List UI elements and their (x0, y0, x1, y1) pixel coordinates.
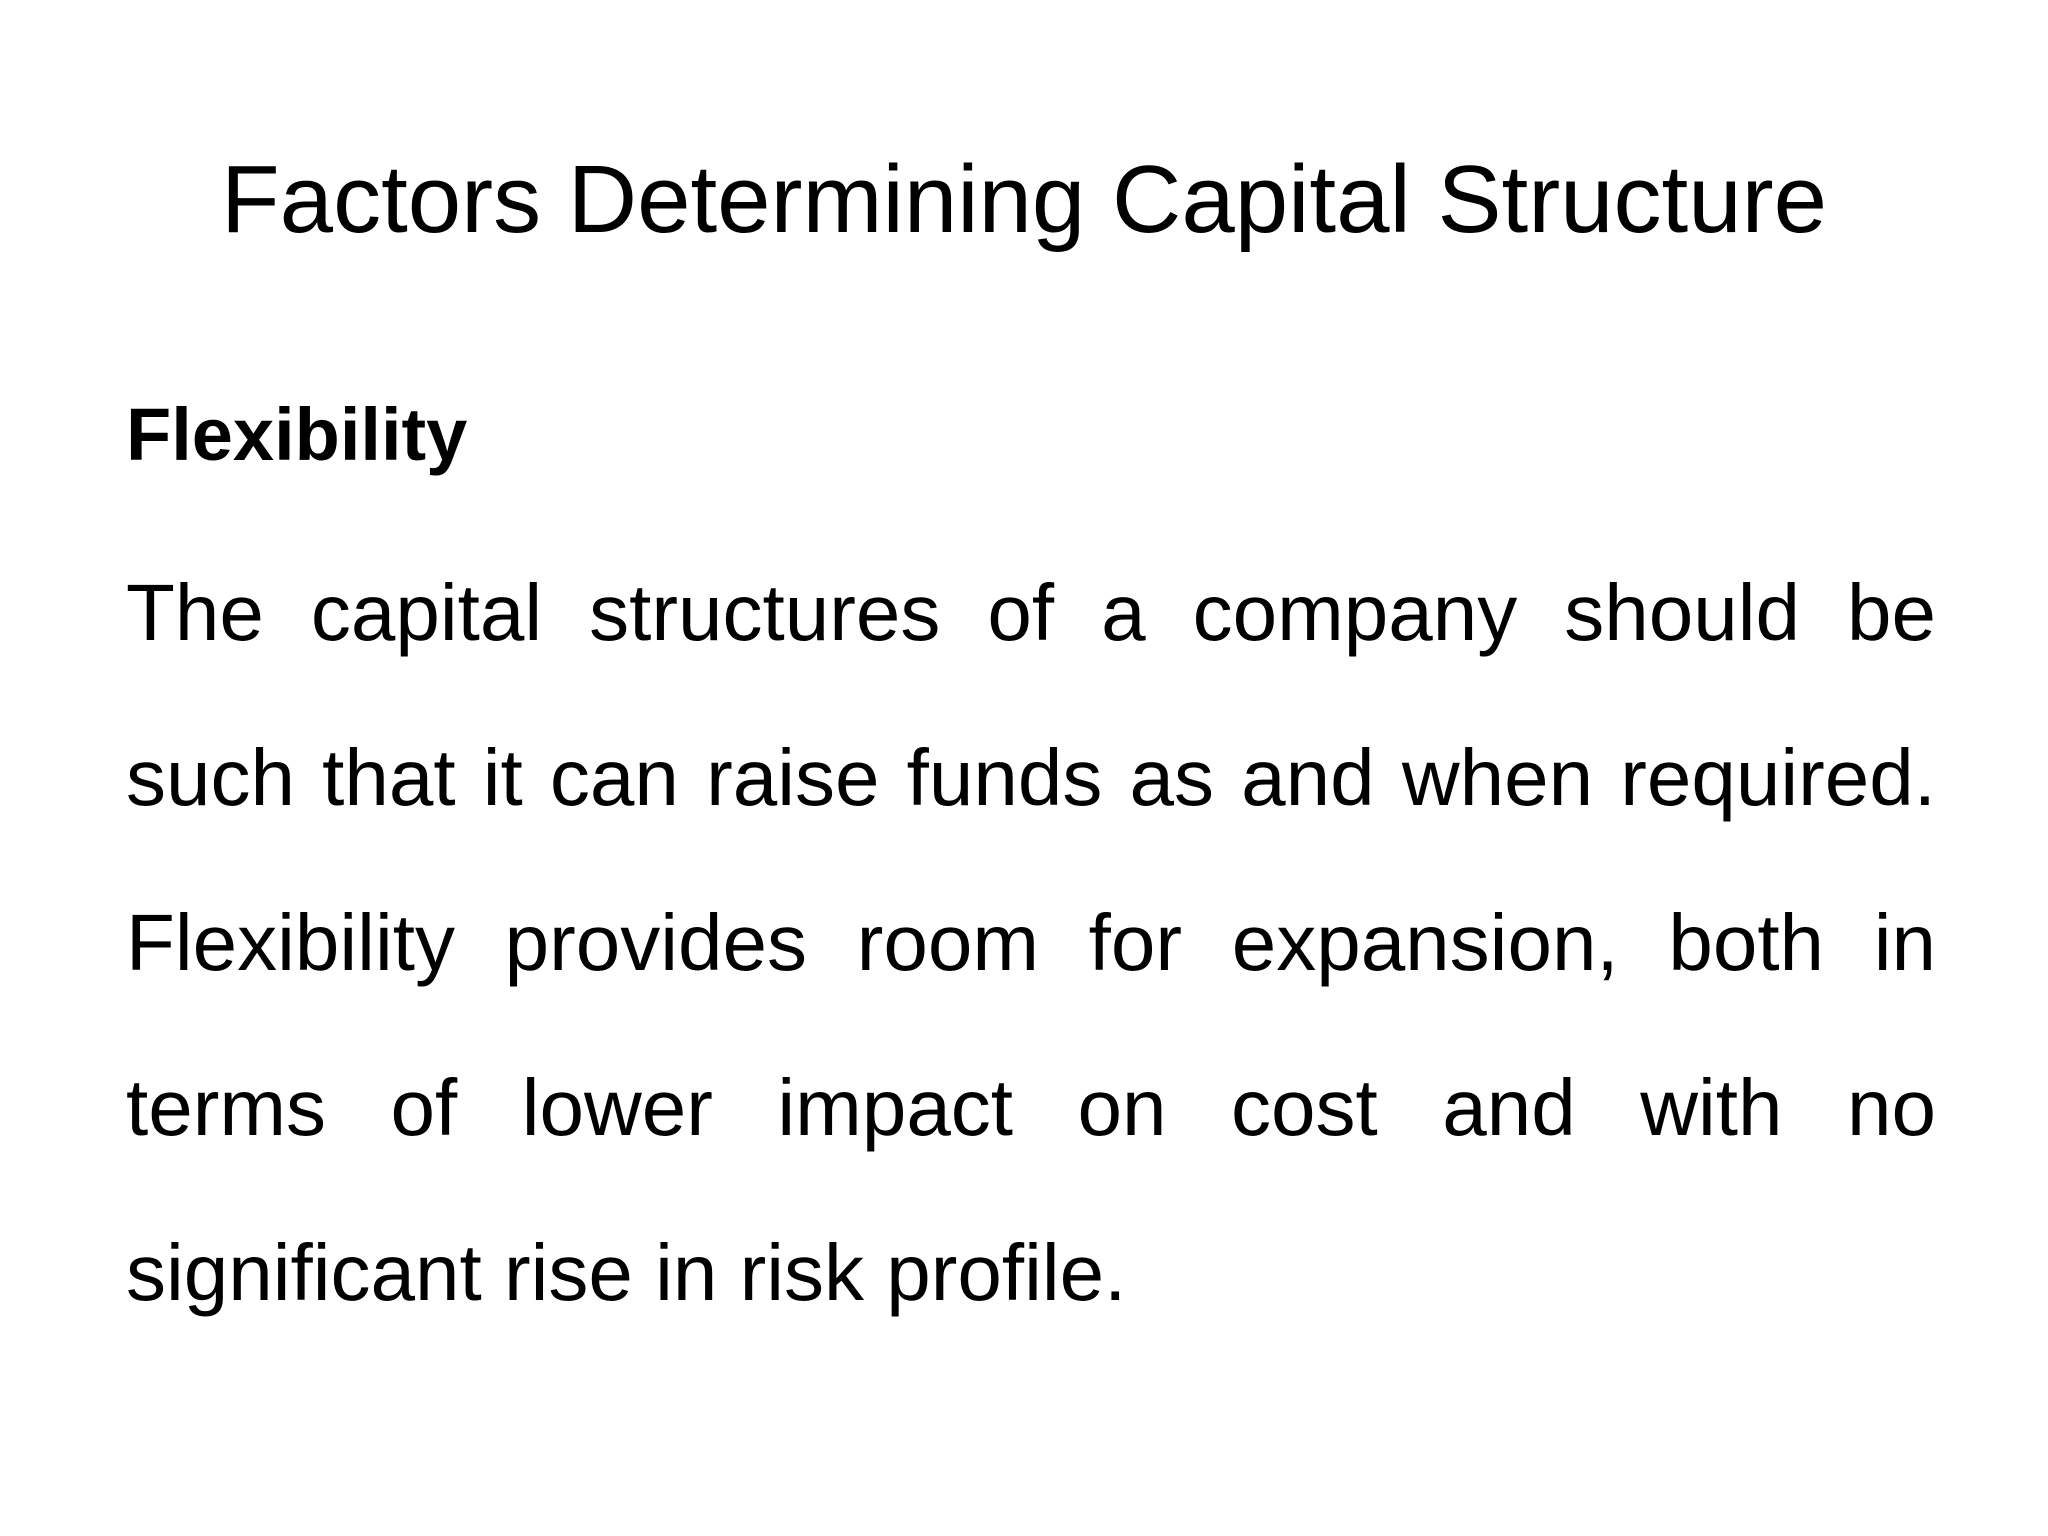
section-heading: Flexibility (126, 393, 468, 476)
slide-title: Factors Determining Capital Structure (221, 146, 1827, 253)
body-paragraph: The capital structures of a company should be such that it can raise funds as and when required. Flexibility provides room for expansion, both in terms of lower impact on cost and with no significant rise in risk profile. (126, 568, 1936, 1317)
slide-content (126, 380, 1936, 1355)
